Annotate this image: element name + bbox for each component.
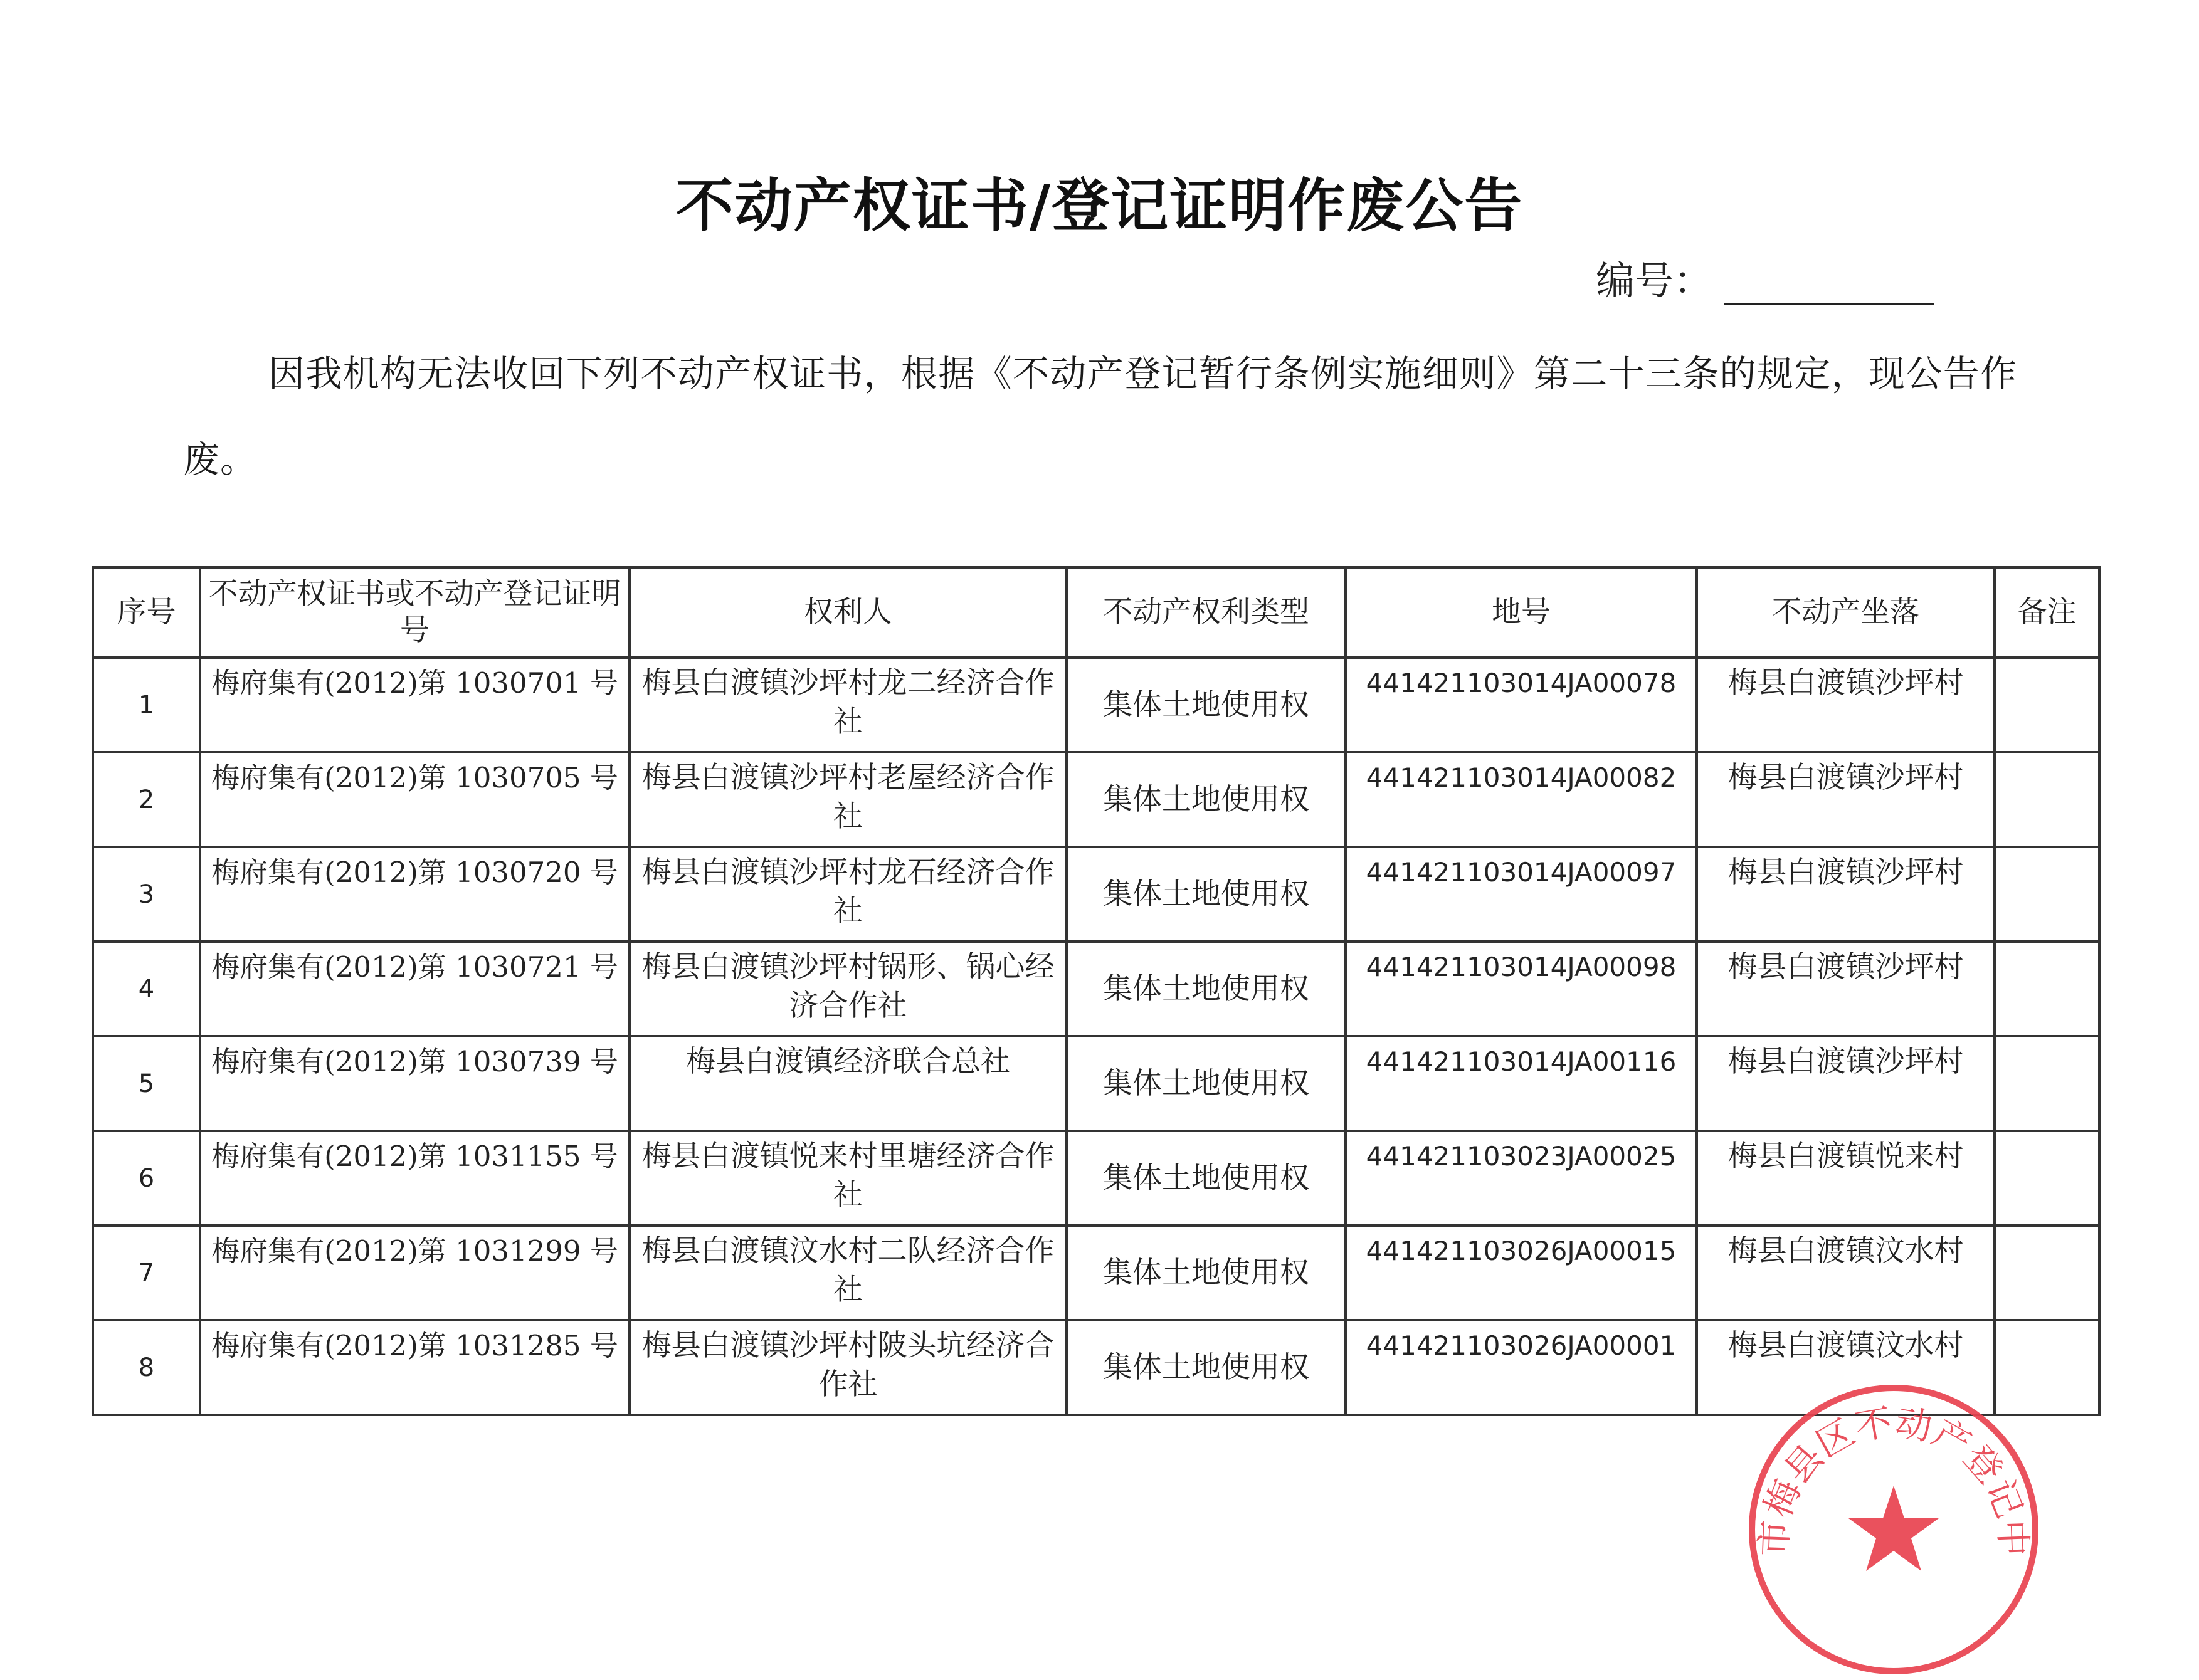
- document-number-label: 编号：: [1596, 258, 1713, 303]
- cell-remarks: [1995, 752, 2099, 847]
- cell-right-type: 集体土地使用权: [1067, 1036, 1346, 1131]
- preamble-paragraph: 因我机构无法收回下列不动产权证书，根据《不动产登记暂行条例实施细则》第二十三条的规定，现公告作废。: [183, 352, 2017, 481]
- table-row: [93, 847, 2099, 942]
- cell-seq: 6: [93, 1131, 200, 1226]
- cell-parcel: 441421103014JA00116: [1346, 1036, 1697, 1131]
- cell-parcel: 441421103023JA00025: [1346, 1131, 1697, 1226]
- header-location: 不动产坐落: [1697, 567, 1995, 658]
- header-cert-no: 不动产权证书或不动产登记证明号: [200, 567, 630, 658]
- cell-location: 梅县白渡镇沙坪村: [1697, 1036, 1995, 1131]
- cell-right-type: 集体土地使用权: [1067, 1226, 1346, 1320]
- cell-cert-no: 梅府集有(2012)第 1031299 号: [200, 1226, 630, 1320]
- header-holder: 权利人: [630, 567, 1067, 658]
- cell-seq: 3: [93, 847, 200, 942]
- cell-holder: 梅县白渡镇沙坪村陂头坑经济合作社: [630, 1320, 1067, 1415]
- cell-seq: 5: [93, 1036, 200, 1131]
- header-parcel: 地号: [1346, 567, 1697, 658]
- cell-holder: 梅县白渡镇沙坪村锅形、锅心经济合作社: [630, 942, 1067, 1036]
- table-row: [93, 752, 2099, 847]
- cell-seq: 1: [93, 658, 200, 752]
- table-header-row: [93, 567, 2099, 658]
- cell-holder: 梅县白渡镇经济联合总社: [630, 1036, 1067, 1131]
- cell-seq: 8: [93, 1320, 200, 1415]
- cell-cert-no: 梅府集有(2012)第 1031155 号: [200, 1131, 630, 1226]
- cell-parcel: 441421103014JA00082: [1346, 752, 1697, 847]
- table-row: [93, 658, 2099, 752]
- cell-remarks: [1995, 942, 2099, 1036]
- cell-remarks: [1995, 1036, 2099, 1131]
- cell-holder: 梅县白渡镇悦来村里塘经济合作社: [630, 1131, 1067, 1226]
- cell-seq: 7: [93, 1226, 200, 1320]
- cell-right-type: 集体土地使用权: [1067, 1320, 1346, 1415]
- cell-remarks: [1995, 1131, 2099, 1226]
- document-number-blank: [1724, 261, 1934, 305]
- official-seal: [1743, 1379, 2044, 1680]
- table-row: [93, 1131, 2099, 1226]
- table-row: [93, 942, 2099, 1036]
- seal-text-path: 市梅县区不动产登记中: [1753, 1400, 2035, 1557]
- table-row: [93, 1036, 2099, 1131]
- cell-remarks: [1995, 847, 2099, 942]
- cell-location: 梅县白渡镇汶水村: [1697, 1226, 1995, 1320]
- cell-location: 梅县白渡镇沙坪村: [1697, 752, 1995, 847]
- cell-remarks: [1995, 1226, 2099, 1320]
- cell-cert-no: 梅府集有(2012)第 1030739 号: [200, 1036, 630, 1131]
- cell-holder: 梅县白渡镇沙坪村龙二经济合作社: [630, 658, 1067, 752]
- cell-location: 梅县白渡镇悦来村: [1697, 1131, 1995, 1226]
- cell-location: 梅县白渡镇沙坪村: [1697, 658, 1995, 752]
- cell-right-type: 集体土地使用权: [1067, 1131, 1346, 1226]
- header-remarks: 备注: [1995, 567, 2099, 658]
- cell-parcel: 441421103014JA00098: [1346, 942, 1697, 1036]
- cell-holder: 梅县白渡镇沙坪村老屋经济合作社: [630, 752, 1067, 847]
- cell-holder: 梅县白渡镇沙坪村龙石经济合作社: [630, 847, 1067, 942]
- cell-remarks: [1995, 658, 2099, 752]
- cell-parcel: 441421103014JA00097: [1346, 847, 1697, 942]
- cell-parcel: 441421103014JA00078: [1346, 658, 1697, 752]
- page-title: 不动产权证书/登记证明作废公告: [675, 172, 1524, 239]
- cell-right-type: 集体土地使用权: [1067, 847, 1346, 942]
- cell-holder: 梅县白渡镇汶水村二队经济合作社: [630, 1226, 1067, 1320]
- header-seq: 序号: [93, 567, 200, 658]
- header-right-type: 不动产权利类型: [1067, 567, 1346, 658]
- cell-parcel: 441421103026JA00001: [1346, 1320, 1697, 1415]
- cell-cert-no: 梅府集有(2012)第 1030705 号: [200, 752, 630, 847]
- cell-location: 梅县白渡镇汶水村: [1697, 1320, 1995, 1415]
- table-row: [93, 1226, 2099, 1320]
- cell-seq: 4: [93, 942, 200, 1036]
- cell-right-type: 集体土地使用权: [1067, 658, 1346, 752]
- cell-location: 梅县白渡镇沙坪村: [1697, 847, 1995, 942]
- document-number: [1596, 249, 1934, 305]
- cell-cert-no: 梅府集有(2012)第 1030720 号: [200, 847, 630, 942]
- star-icon: [1848, 1486, 1939, 1571]
- cell-right-type: 集体土地使用权: [1067, 752, 1346, 847]
- cell-cert-no: 梅府集有(2012)第 1031285 号: [200, 1320, 630, 1415]
- cell-cert-no: 梅府集有(2012)第 1030721 号: [200, 942, 630, 1036]
- cell-location: 梅县白渡镇沙坪村: [1697, 942, 1995, 1036]
- cell-right-type: 集体土地使用权: [1067, 942, 1346, 1036]
- cell-parcel: 441421103026JA00015: [1346, 1226, 1697, 1320]
- cell-seq: 2: [93, 752, 200, 847]
- certificate-table: [92, 566, 2101, 1416]
- cell-cert-no: 梅府集有(2012)第 1030701 号: [200, 658, 630, 752]
